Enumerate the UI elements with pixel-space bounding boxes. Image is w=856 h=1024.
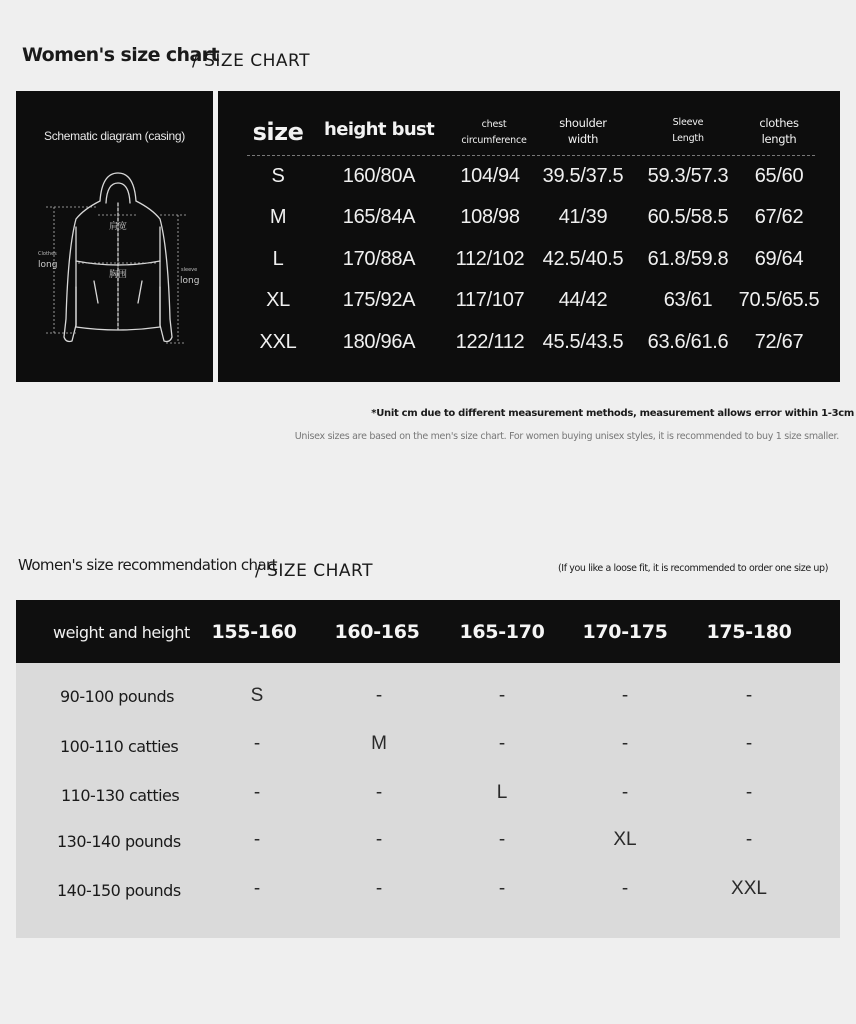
unisex-note: Unisex sizes are based on the men's size chart. For women buying unisex styles, it is recommended to buy 1 size smaller. — [294, 431, 839, 442]
header-weight-height: weight and height — [53, 623, 190, 642]
header-col: 155-160 — [211, 621, 297, 643]
recommendation-title: Women's size recommendation chart — [18, 556, 277, 574]
header-col: 170-175 — [582, 621, 668, 643]
header-chest: chest circumference — [461, 119, 527, 146]
chest-label-cn: 胸围 — [108, 270, 128, 280]
header-col: 160-165 — [334, 621, 420, 643]
shoulder-label-cn: 肩宽 — [108, 222, 128, 232]
recommendation-subtitle: / SIZE CHART — [255, 561, 373, 581]
loose-fit-note: (If you like a loose fit, it is recommended to order one size up) — [558, 563, 828, 574]
sleeve-label: sleeve — [181, 267, 198, 273]
header-sleeve-length: Sleeve Length — [672, 117, 704, 144]
schematic-diagram-panel — [16, 91, 213, 382]
size-table-panel: size height bust chest circumference shoulder width Sleeve Length clothes length S 160/80A 104/94 39.5/37.5 59.3/57.3 65/60 M 165/84A 108/98 41/39 60.5/58.5 67/62 L 170/88A 112/102 42.5/40.5 61.8/59.8 69/64 XL 175/92A 117/107 44/42 63/61 70.5/65.5 XXL 180/96A 122/112 45.5/43.5 63.6/61.6 72/67 — [218, 91, 840, 382]
header-col: 165-170 — [459, 621, 545, 643]
header-divider — [247, 155, 815, 156]
jacket-diagram-icon — [36, 169, 200, 429]
unit-note: *Unit cm due to different measurement methods, measurement allows error within 1-3cm — [371, 408, 854, 419]
size-chart-title: Women's size chart — [22, 44, 219, 66]
sleeve-long-label: long — [180, 276, 200, 286]
clothes-label: Clothes — [38, 251, 57, 257]
recommendation-header-row — [16, 600, 840, 663]
diagram-title: Schematic diagram (casing) — [44, 129, 185, 143]
header-size: size — [252, 118, 304, 146]
header-shoulder: shoulder width — [559, 116, 607, 146]
header-col: 175-180 — [706, 621, 792, 643]
header-height-bust: height bust — [324, 119, 435, 140]
recommendation-body: 90-100 pounds S - - - - 100-110 catties - M - - - 110-130 catties - - L - - 130-140 pounds - - - XL - 140-150 pounds - - - - XXL — [16, 663, 840, 938]
header-clothes-length: clothes length — [759, 116, 799, 146]
clothes-long-label: long — [38, 260, 58, 270]
size-chart-subtitle: / SIZE CHART — [192, 51, 310, 71]
